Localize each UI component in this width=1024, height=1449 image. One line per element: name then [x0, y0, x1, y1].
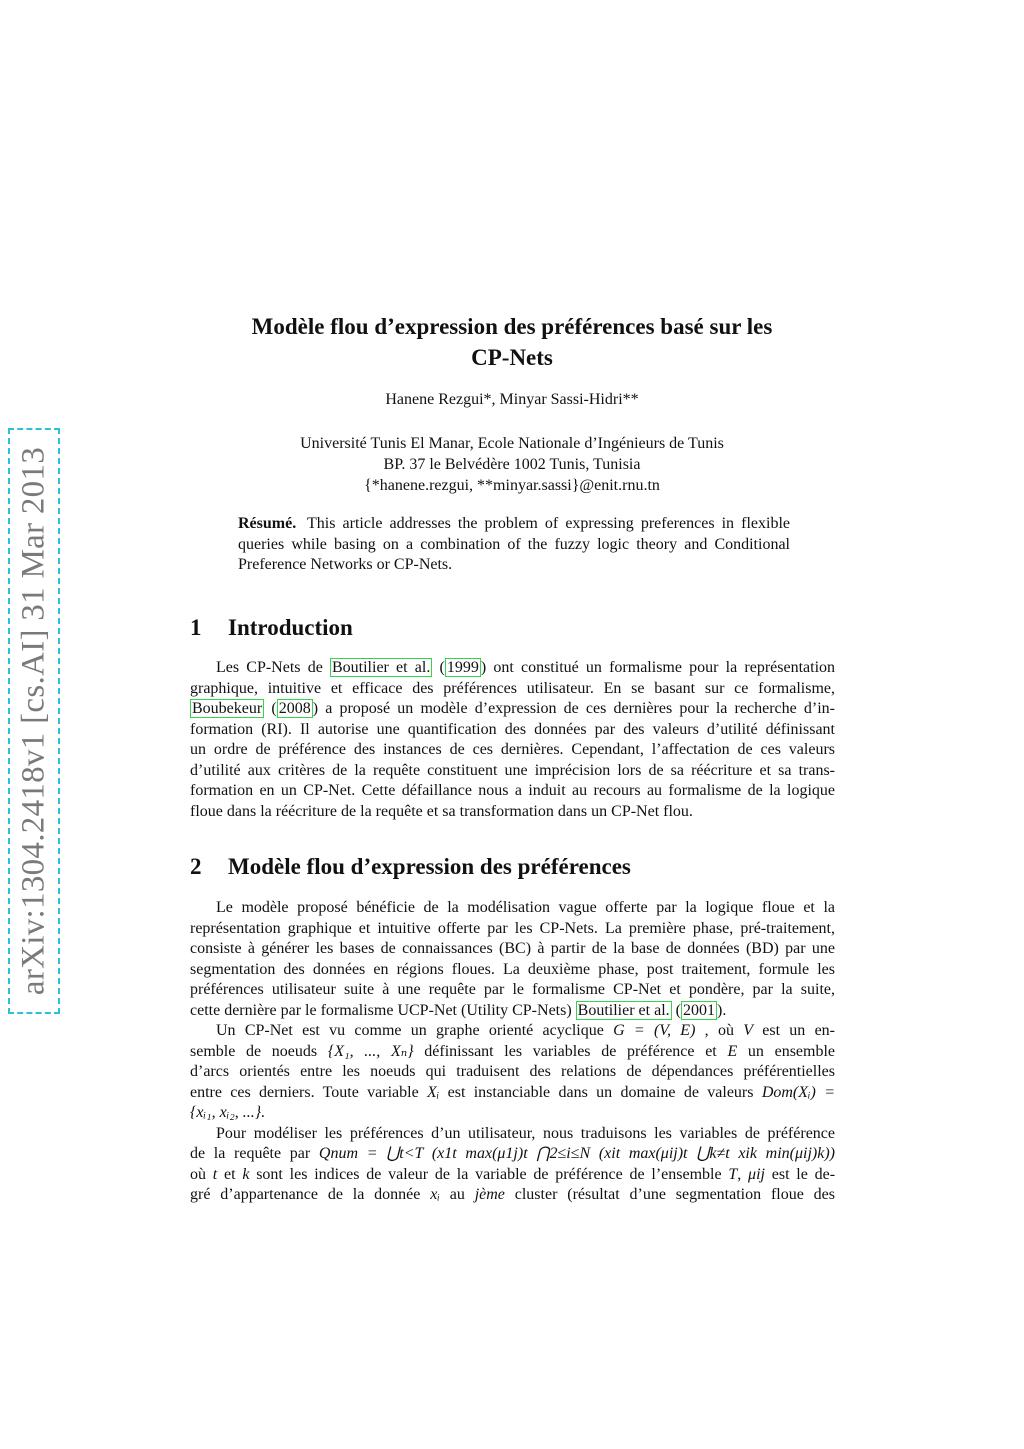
section-2-number: 2	[190, 854, 202, 879]
s2-p3-line-3: où t et k sont les indices de valeur de la variable de préférence de l’ensemble T, μij est le de-	[190, 1165, 836, 1183]
abstract-line-3: Preference Networks or CP-Nets.	[238, 556, 453, 573]
s2-p2-line-3: d’arcs orientés entre les noeuds qui traduisent des relations de dépendances préférentielles	[190, 1063, 835, 1080]
authors: Hanene Rezgui*, Minyar Sassi-Hidri**	[385, 391, 639, 408]
abstract-label: Résumé.	[238, 515, 297, 532]
citation-boubekeur[interactable]: Boubekeur	[192, 700, 263, 717]
arxiv-stamp	[8, 428, 60, 1014]
s2-p2-line-2: semble de noeuds {X₁, ..., Xₙ} définissant les variables de préférence et E un ensemble	[190, 1042, 836, 1060]
intro-line-2: graphique, intuitive et efficace des préférences utilisateur. En se basant sur ce formalisme,	[190, 679, 835, 697]
section-2-body	[190, 898, 835, 1206]
s2-p1-line-3: consiste à générer les bases de connaissances (BC) à partir de la base de données (BD) par une	[190, 940, 835, 957]
section-2-title: Modèle flou d’expression des préférences	[228, 854, 631, 879]
citation-year-1999[interactable]: 1999	[446, 659, 479, 676]
intro-line-5: un ordre de préférence des instances de ces dernières. Cependant, l’affectation de ces valeurs	[190, 741, 835, 758]
math-node-set: {X₁, ..., Xₙ}	[327, 1042, 414, 1060]
title-line-1: Modèle flou d’expression des préférences basé sur les	[251, 314, 773, 339]
intro-line-6: d’utilité aux critères de la requête constituent une imprécision lors de sa réécriture et sa trans-	[190, 761, 835, 779]
introduction-paragraph	[190, 658, 835, 822]
intro-line-1: Les CP-Nets de Boutilier et al. ( 1999 ) ont constitué un formalisme pour la représentation	[216, 659, 836, 676]
citation-boutilier-1999[interactable]: Boutilier et al.	[331, 659, 431, 676]
affiliation-emails: {*hanene.rezgui, **minyar.sassi}@enit.rnu.tn	[364, 477, 660, 494]
citation-boutilier-2001[interactable]: Boutilier et al.	[577, 1001, 670, 1019]
citation-year-2008[interactable]: 2008	[278, 700, 311, 717]
citation-year-2001[interactable]: 2001	[682, 1001, 715, 1019]
affiliation-line-2: BP. 37 le Belvédère 1002 Tunis, Tunisia	[383, 456, 641, 473]
math-qnum-formula: Qnum = ⋃t<T (x1t max(μ1j)t ⋂2≤i≤N (xit max(μij)t ⋃k≠t xik min(μij)k))	[318, 1145, 836, 1162]
abstract	[238, 514, 790, 576]
intro-line-7: formation en un CP-Net. Cette défaillance nous a induit au recours au formalisme de la logique	[190, 782, 835, 799]
s2-p3-line-2: de la requête par Qnum = ⋃t<T (x1t max(μ1j)t ⋂2≤i≤N (xit max(μij)t ⋃k≠t xik min(μij)k))	[190, 1145, 836, 1162]
title-line-2: CP-Nets	[471, 345, 553, 370]
section-1-title: Introduction	[228, 615, 353, 640]
s2-p1-line-5: préférences utilisateur suite à une requête par le formalisme CP-Net et pondère, par la suite,	[190, 981, 835, 998]
paper-title	[190, 311, 834, 373]
s2-p1-line-2: représentation graphique et intuitive offerte par les CP-Nets. La première phase, pré-traitement,	[190, 919, 835, 937]
affiliation-line-1: Université Tunis El Manar, Ecole Nationale d’Ingénieurs de Tunis	[300, 435, 724, 452]
section-2-heading	[190, 853, 631, 881]
section-1-heading	[190, 614, 353, 642]
intro-line-4: formation (RI). Il autorise une quantification des données par des valeurs d’utilité définissant	[190, 720, 835, 738]
s2-p3-line-1: Pour modéliser les préférences d’un utilisateur, nous traduisons les variables de préférence	[216, 1124, 835, 1142]
s2-p1-line-4: segmentation des données en régions floues. La deuxième phase, post traitement, formule les	[190, 960, 835, 978]
math-domain: Dom(Xᵢ) =	[761, 1083, 836, 1101]
s2-p1-line-1: Le modèle proposé bénéficie de la modélisation vague offerte par la logique floue et la	[216, 899, 835, 916]
abstract-line-2: queries while basing on a combination of the fuzzy logic theory and Conditional	[238, 535, 790, 553]
s2-p3-line-4: gré d’appartenance de la donnée xᵢ au jème cluster (résultat d’une segmentation floue des	[190, 1186, 836, 1203]
s2-p2-line-4: entre ces derniers. Toute variable Xᵢ est instanciable dans un domaine de valeurs Dom(Xᵢ) =	[190, 1083, 836, 1101]
section-1-number: 1	[190, 615, 202, 640]
math-graph-definition: G = (V, E)	[613, 1022, 696, 1039]
intro-line-3: Boubekeur ( 2008 ) a proposé un modèle d’expression de ces dernières pour la recherche d’in-	[192, 700, 835, 717]
intro-line-8: floue dans la réécriture de la requête et sa transformation dans un CP-Net flou.	[190, 802, 693, 820]
s2-p2-line-1: Un CP-Net est vu comme un graphe orienté acyclique G = (V, E) , où V est un en-	[216, 1022, 836, 1039]
arxiv-identifier: arXiv:1304.2418v1 [cs.AI] 31 Mar 2013	[15, 446, 52, 996]
s2-p2-line-5: {xᵢ₁, xᵢ₂, ...}.	[190, 1104, 266, 1121]
abstract-line-1: Résumé. This article addresses the problem of expressing preferences in flexible	[238, 515, 790, 532]
affiliation	[190, 433, 834, 496]
s2-p1-line-6: cette dernière par le formalisme UCP-Net (Utility CP-Nets) Boutilier et al. ( 2001 ).	[190, 1001, 727, 1019]
